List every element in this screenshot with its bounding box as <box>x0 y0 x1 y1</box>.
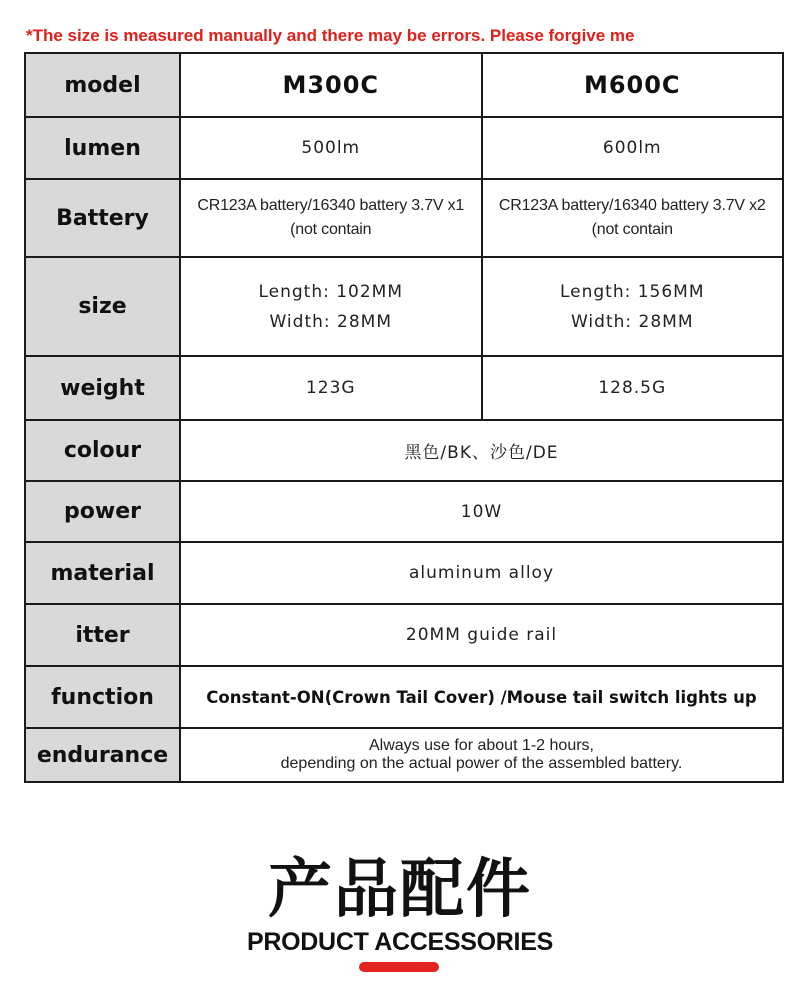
battery-m600c-line-2: (not contain <box>591 221 673 238</box>
row-label-model: model <box>25 53 180 117</box>
accent-underline <box>359 962 439 972</box>
endurance-value <box>180 728 783 782</box>
power-value: 10W <box>180 481 783 542</box>
row-label-itter: itter <box>25 604 180 666</box>
model-m600c-header: M600C <box>482 53 784 117</box>
table-row <box>25 257 783 356</box>
table-row <box>25 666 783 728</box>
function-value: Constant-ON(Crown Tail Cover) /Mouse tail switch lights up <box>180 666 783 728</box>
table-row <box>25 604 783 666</box>
row-label-lumen: lumen <box>25 117 180 179</box>
size-m600c-length: Length: 156MM <box>559 281 705 302</box>
row-label-size: size <box>25 257 180 356</box>
size-m300c-width: Width: 28MM <box>269 311 392 332</box>
table-row <box>25 481 783 542</box>
size-m600c-width: Width: 28MM <box>571 311 694 332</box>
accessories-title-cn: 产品配件 <box>268 853 532 927</box>
battery-m300c-line-2: (not contain <box>290 221 372 238</box>
row-label-colour: colour <box>25 420 180 481</box>
row-label-weight: weight <box>25 356 180 420</box>
row-label-battery: Battery <box>25 179 180 257</box>
lumen-m300c: 500lm <box>180 117 482 179</box>
itter-value: 20MM guide rail <box>180 604 783 666</box>
weight-m600c: 128.5G <box>482 356 784 420</box>
disclaimer-note: *The size is measured manually and there may be errors. Please forgive me <box>26 26 635 45</box>
weight-m300c: 123G <box>180 356 482 420</box>
endurance-line-2: depending on the actual power of the assembled battery. <box>280 755 683 772</box>
table-row <box>25 53 783 117</box>
size-m600c <box>482 257 784 356</box>
lumen-m600c: 600lm <box>482 117 784 179</box>
row-label-material: material <box>25 542 180 604</box>
endurance-line-1: Always use for about 1-2 hours, <box>368 737 594 754</box>
size-m300c-length: Length: 102MM <box>258 281 404 302</box>
row-label-endurance: endurance <box>25 728 180 782</box>
table-row <box>25 117 783 179</box>
battery-m300c-line-1: CR123A battery/16340 battery 3.7V x1 <box>197 197 465 214</box>
spec-table <box>24 52 784 783</box>
table-row <box>25 179 783 257</box>
battery-m600c-line-1: CR123A battery/16340 battery 3.7V x2 <box>498 197 766 214</box>
battery-m600c <box>482 179 784 257</box>
row-label-power: power <box>25 481 180 542</box>
table-row <box>25 356 783 420</box>
colour-value: 黑色/BK、沙色/DE <box>180 420 783 481</box>
table-row <box>25 728 783 782</box>
table-row <box>25 420 783 481</box>
size-m300c <box>180 257 482 356</box>
row-label-function: function <box>25 666 180 728</box>
battery-m300c <box>180 179 482 257</box>
material-value: aluminum alloy <box>180 542 783 604</box>
accessories-title-en: PRODUCT ACCESSORIES <box>247 928 553 956</box>
model-m300c-header: M300C <box>180 53 482 117</box>
table-row <box>25 542 783 604</box>
